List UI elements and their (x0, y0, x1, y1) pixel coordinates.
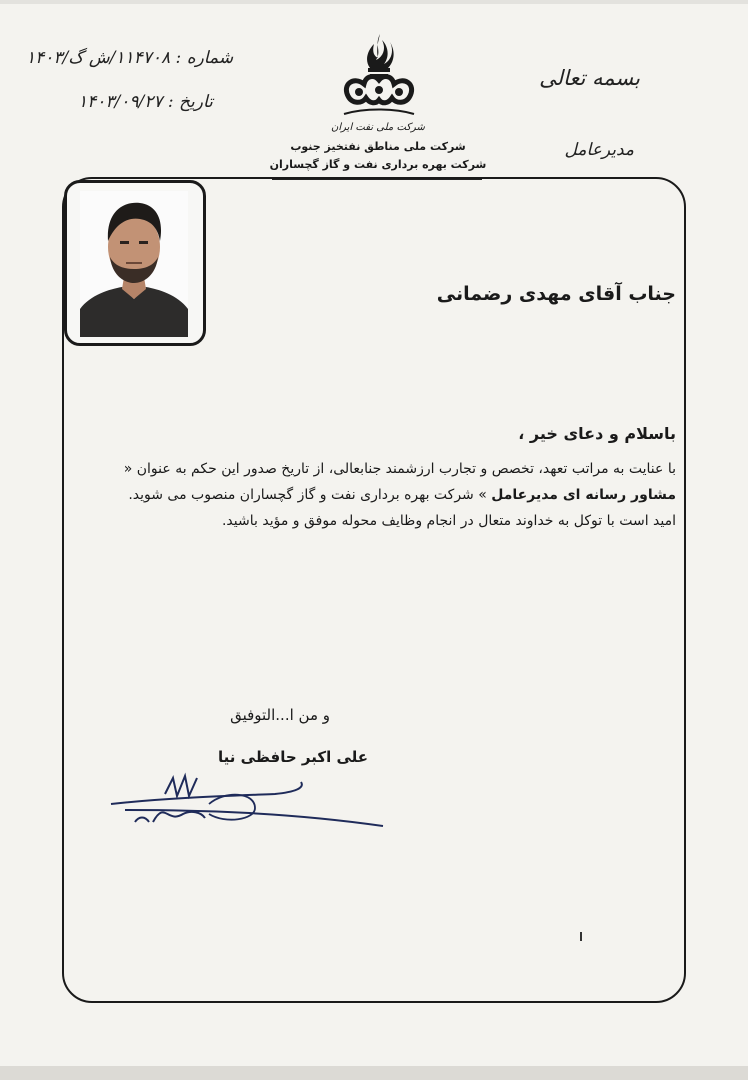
letter-body (96, 456, 676, 534)
position-title: مشاور رسانه ای مدیرعامل (491, 487, 676, 503)
ceo-title-label: مدیرعامل (564, 140, 634, 160)
greeting-line: باسلام و دعای خیر ، (518, 424, 676, 443)
small-mark (580, 932, 582, 941)
company-name-line2: شرکت بهره برداری نفت و گاز گچساران (269, 158, 487, 171)
company-name-line1: شرکت ملی مناطق نفتخیز جنوب (290, 140, 466, 153)
bottom-edge (0, 1066, 748, 1080)
handwritten-signature (105, 770, 395, 836)
body-paragraph-2: امید است با توکل به خداوند متعال در انجام وظایف محوله موفق و مؤید باشید. (221, 513, 676, 529)
logo-caption: شرکت ملی نفت ایران (331, 122, 425, 133)
letter-date: تاریخ : ۱۴۰۳/۰۹/۲۷ (78, 92, 213, 112)
photo-frame (64, 180, 206, 346)
top-edge (0, 0, 748, 4)
body-text-before-title: با عنایت به مراتب تعهد، تخصص و تجارب ارزشمند جنابعالی، از تاریخ صدور این حکم به عنوان « (123, 461, 676, 477)
recipient-name: جناب آقای مهدی رضمانی (436, 283, 676, 305)
nioc-flame-logo-icon (334, 30, 422, 122)
portrait-illustration (80, 191, 188, 337)
portrait-photo (80, 191, 188, 337)
body-text-after-title: » شرکت بهره برداری نفت و گاز گچساران منصوب می شوید. (128, 487, 492, 503)
bismillah-heading: بسمه تعالی (539, 66, 640, 90)
body-paragraph-1 (96, 456, 676, 508)
signatory-name: علی اکبر حافظی نیا (218, 748, 368, 766)
company-logo-block (268, 30, 488, 182)
closing-phrase: و من ا...التوفیق (230, 706, 330, 724)
letter-number: شماره : ۱۱۴۷۰۸/ش گ/۱۴۰۳ (26, 48, 234, 68)
